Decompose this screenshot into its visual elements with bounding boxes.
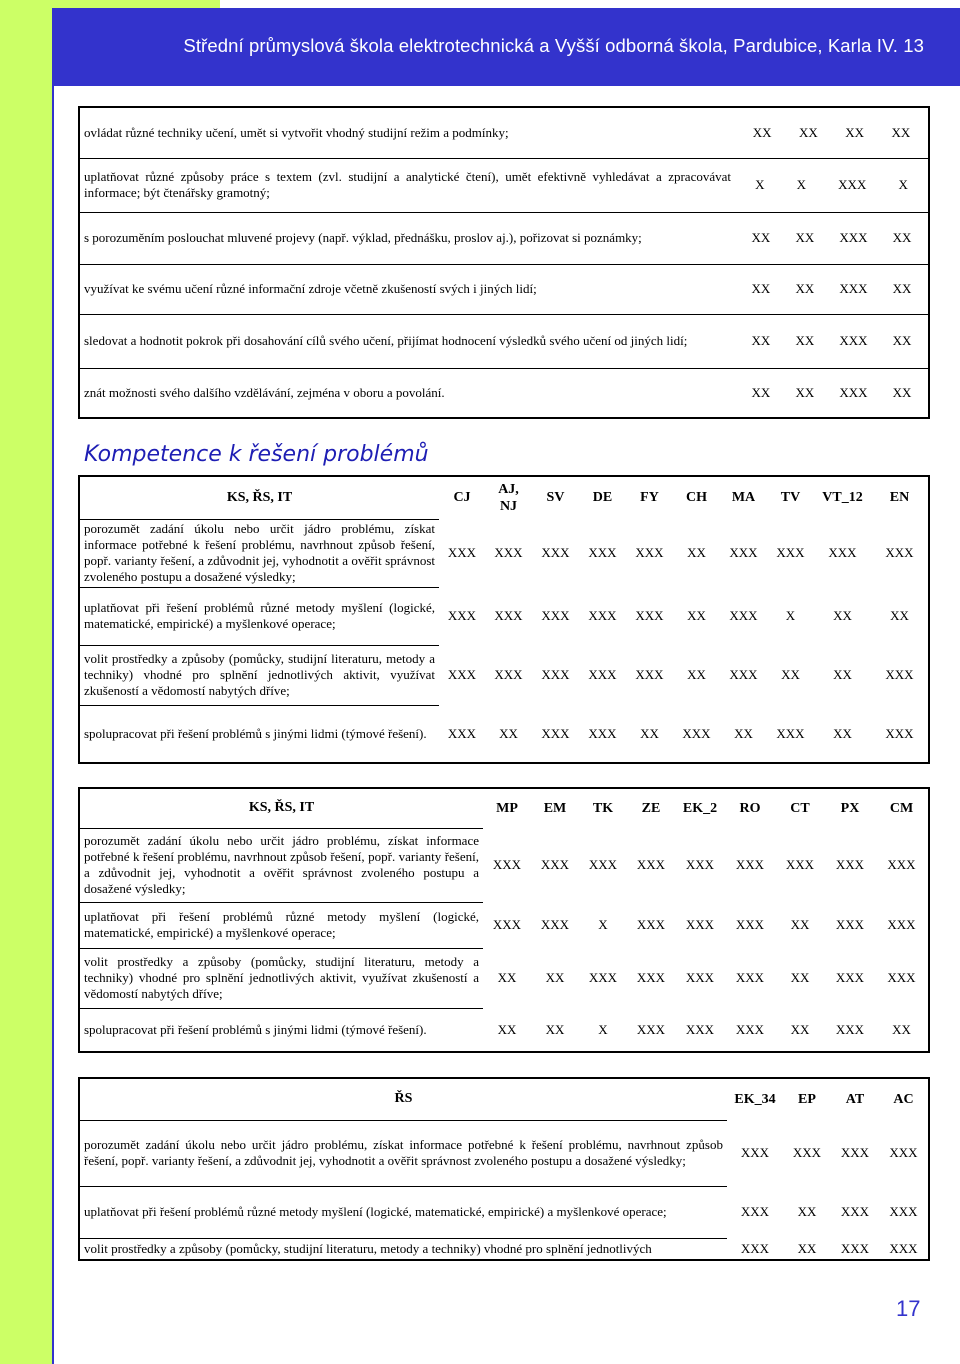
column-header: ZE [641,800,661,816]
table-row [79,212,929,264]
value-cell: XX [545,970,565,985]
value-cell: XX [790,970,810,985]
value-cell: XXX [776,725,805,741]
value-cell: XXX [889,1204,918,1219]
value-cell: XXX [740,1145,770,1160]
value-cell: XXX [588,667,617,682]
column-header: FY [640,490,659,505]
table-4 [78,1077,930,1261]
value-cell: XXX [887,857,916,872]
table-problem-solving-2 [78,787,930,1053]
column-header: VT_12 [822,490,863,505]
row-text: uplatňovat různé způsoby práce s textem (zvl. studijní a analytické čtení), umět efektivně vyhledávat a zpracovávat informace; být čtenářsky gramotný; [79,158,735,212]
table-row [79,902,929,948]
column-header: CJ [453,490,471,505]
value-cell: XXX [840,1145,870,1160]
value-cell: XXX [636,917,666,932]
value-cell: XXX [635,667,664,682]
column-header: SV [546,490,565,505]
value-cell: XX [797,1240,817,1256]
value-cell: XX [890,608,909,623]
value-cell: XX [833,725,852,741]
header-row [79,788,929,828]
table-row [79,828,929,902]
value-cell: XXX [447,667,477,682]
table-3 [78,787,930,1053]
value-cell: XX [833,667,852,682]
row-text: porozumět zadání úkolu nebo určit jádro problému, získat informace potřebné k řešení problému, navrhnout způsob řešení, popř. varianty řešení, a zdůvodnit jej, vyhodnotit a ověřit správnost zvoleného postupu a dosažené výsledky; [79,1120,727,1186]
row-text: znát možnosti svého dalšího vzdělávání, zejména v oboru a povolání. [84,384,445,400]
table-problem-solving-3 [78,1077,930,1261]
column-header: DE [592,490,613,505]
value-cell: XX [751,281,771,296]
row-values [735,212,929,264]
value-cell: XXX [839,230,868,245]
table-row [79,587,929,645]
value-cell: XXX [885,545,914,560]
value-cell: XXX [494,608,523,623]
value-cell: XXX [735,917,765,932]
value-cell: XXX [835,857,865,872]
row-text: uplatňovat při řešení problémů různé metody myšlení (logické, matematické, empirické) a myšlenkové operace; [79,1186,727,1238]
row-text: uplatňovat při řešení problémů různé metody myšlení (logické, matematické, empirické) a myšlenkové operace; [79,587,439,645]
value-cell: XX [795,333,815,348]
value-cell: XXX [540,917,570,932]
value-cell: XX [545,1021,565,1037]
value-cell: XXX [685,970,715,985]
column-header: AC [893,1091,914,1107]
value-cell: XX [892,281,912,296]
value-cell: XX [892,1021,911,1037]
value-cell: XXX [792,1145,822,1160]
value-cell: XXX [492,917,522,932]
table-row [79,645,929,705]
value-cell: XXX [740,1240,770,1256]
value-cell: XX [781,667,800,682]
value-cell: XXX [685,917,715,932]
value-cell: XXX [685,857,715,872]
table-title: KS, ŘS, IT [248,800,315,816]
value-cell: XX [751,333,771,348]
value-cell: XX [795,281,815,296]
value-cell: XXX [447,545,477,560]
table-row [79,264,929,314]
column-header: AT [845,1091,865,1107]
column-header: RO [739,800,761,816]
value-cell: XXX [889,1145,918,1160]
column-header: TK [592,800,614,816]
value-cell: XX [790,1021,810,1037]
value-cell: XXX [588,857,618,872]
column-header: PX [840,800,860,816]
row-text: sledovat a hodnotit pokrok při dosahování cílů svého učení, přijímat hodnocení výsledků svého učení od jiných lidí; [79,314,735,368]
column-header: EK_2 [682,800,718,816]
row-text: volit prostředky a způsoby (pomůcky, studijní literaturu, metody a techniky) vhodné pro splnění jednotlivých aktivit, využívat zkušeností a vědomostí nabytých dříve; [79,645,439,705]
value-cell: XXX [541,667,570,682]
value-cell: X [598,917,608,932]
column-header: CT [790,800,810,816]
value-cell: XXX [828,545,857,560]
value-cell: XX [790,917,810,932]
value-cell: XX [795,230,815,245]
value-cell: XXX [541,545,570,560]
value-cell: XXX [494,667,523,682]
value-cell: XXX [636,970,666,985]
value-cell: XXX [494,545,523,560]
row-text: s porozuměním poslouchat mluvené projevy (např. výklad, přednášku, proslov aj.), pořizovat si poznámky; [79,212,735,264]
row-values [735,158,929,212]
value-cell: XXX [541,608,570,623]
row-text: porozumět zadání úkolu nebo určit jádro problému, získat informace potřebné k řešení problému, navrhnout způsob řešení, popř. varianty řešení, a zdůvodnit jej, vyhodnotit a ověřit správnost zvoleného postupu a dosažené výsledky; [79,519,439,587]
value-cell: XXX [887,917,916,932]
value-cell: XX [751,384,771,400]
section-heading: Kompetence k řešení problémů [84,442,429,467]
value-cell: XXX [729,667,758,682]
value-cell: XXX [839,333,868,348]
row-values [735,368,929,418]
value-cell: XXX [729,608,758,623]
table-row [79,368,929,418]
value-cell: XX [892,333,912,348]
table-row [79,158,929,212]
value-cell: XXX [635,545,664,560]
table-row [79,519,929,587]
value-cell: XXX [785,857,815,872]
value-cell: XX [687,667,706,682]
value-cell: XXX [887,970,916,985]
value-cell: XXX [839,281,868,296]
value-cell: XXX [729,545,758,560]
row-text: volit prostředky a způsoby (pomůcky, studijní literaturu, metody a techniky) vhodné pro splnění jednotlivých aktivit, využívat zkušeností a vědomostí nabytých dříve; [79,948,483,1008]
table-learning-competences [78,106,930,419]
column-header: EN [889,490,910,505]
value-cell: XXX [735,1021,765,1037]
value-cell: XXX [492,857,522,872]
value-cell: XXX [588,970,618,985]
value-cell: XXX [588,608,617,623]
row-text: spolupracovat při řešení problémů s jinými lidmi (týmové řešení). [79,705,439,763]
page-number: 17 [896,1296,921,1321]
table-row [79,705,929,763]
value-cell: XX [845,124,865,140]
value-cell: XXX [635,608,664,623]
table-problem-solving-1 [78,475,930,764]
value-cell: XX [795,384,815,400]
value-cell: XXX [735,970,765,985]
value-cell: XX [734,725,753,741]
value-cell: XXX [838,177,867,192]
value-cell: XXX [840,1204,870,1219]
value-cell: XX [687,608,706,623]
value-cell: XX [892,384,912,400]
table-row [79,1008,929,1052]
value-cell: XX [752,124,772,140]
value-cell: XXX [682,725,711,741]
table-1 [78,106,930,419]
value-cell: XXX [839,384,868,400]
table-row [79,1238,929,1260]
column-header: MP [496,800,518,816]
row-text: volit prostředky a způsoby (pomůcky, studijní literaturu, metody a techniky) vhodné pro splnění jednotlivých [79,1238,727,1260]
table-row [79,107,929,158]
value-cell: XX [640,725,659,741]
row-text: spolupracovat při řešení problémů s jinými lidmi (týmové řešení). [79,1008,483,1052]
value-cell: XX [798,124,818,140]
value-cell: XX [797,1204,817,1219]
value-cell: XXX [889,1240,918,1256]
value-cell: XXX [540,857,570,872]
column-header: EM [543,800,567,816]
value-cell: XX [892,230,912,245]
table-row [79,1120,929,1186]
value-cell: X [755,177,765,192]
column-header: MA [731,490,756,505]
column-header: EK_34 [734,1091,776,1107]
value-cell: XXX [541,725,570,741]
value-cell: XXX [735,857,765,872]
row-values [735,264,929,314]
table-row [79,948,929,1008]
row-text: porozumět zadání úkolu nebo určit jádro problému, získat informace potřebné k řešení problému, navrhnout způsob řešení, popř. varianty řešení, a zdůvodnit jej, vyhodnotit a ověřit správnost zvoleného postupu a dosažené výsledky; [79,828,483,902]
value-cell: XX [499,725,518,741]
table-row [79,1186,929,1238]
row-text: využívat ke svému učení různé informační zdroje včetně zkušeností svých i jiných lidí; [79,264,735,314]
row-text: uplatňovat při řešení problémů různé metody myšlení (logické, matematické, empirické) a myšlenkové operace; [79,902,483,948]
value-cell: XXX [636,1021,666,1037]
row-values [735,314,929,368]
table-row [79,314,929,368]
value-cell: XXX [588,545,617,560]
value-cell: X [785,608,796,623]
column-header: EP [798,1091,816,1107]
row-text: ovládat různé techniky učení, umět si vytvořit vhodný studijní režim a podmínky; [79,107,735,158]
value-cell: XXX [885,667,914,682]
value-cell: XXX [636,857,666,872]
header-bar [52,8,960,86]
table-title: KS, ŘS, IT [226,489,293,505]
value-cell: XXX [885,725,914,741]
header-row [79,1078,929,1120]
table-title: ŘS [394,1091,413,1107]
value-cell: XX [687,545,706,560]
value-cell: XXX [447,608,477,623]
header-title: Střední průmyslová škola elektrotechnická a Vyšší odborná škola, Pardubice, Karla IV. 13 [183,35,924,56]
value-cell: XX [833,608,852,623]
table-2 [78,475,930,764]
value-cell: XX [497,970,517,985]
value-cell: XXX [835,917,865,932]
value-cell: XXX [776,545,805,560]
value-cell: X [898,177,908,192]
header-row [79,476,929,519]
column-header: CM [889,800,914,816]
value-cell: XXX [835,1021,865,1037]
value-cell: XXX [685,1021,715,1037]
value-cell: XXX [835,970,865,985]
value-cell: XXX [740,1204,770,1219]
value-cell: XX [751,230,771,245]
value-cell: X [796,177,807,192]
value-cell: XXX [840,1240,870,1256]
value-cell: XXX [588,725,617,741]
column-header: AJ, NJ [498,482,519,514]
row-values [735,107,929,158]
value-cell: XX [891,124,911,140]
value-cell: XX [497,1021,517,1037]
column-header: TV [780,490,801,505]
value-cell: X [598,1021,608,1037]
page-left-rule [52,86,54,1364]
value-cell: XXX [447,725,477,741]
column-header: CH [686,490,707,505]
